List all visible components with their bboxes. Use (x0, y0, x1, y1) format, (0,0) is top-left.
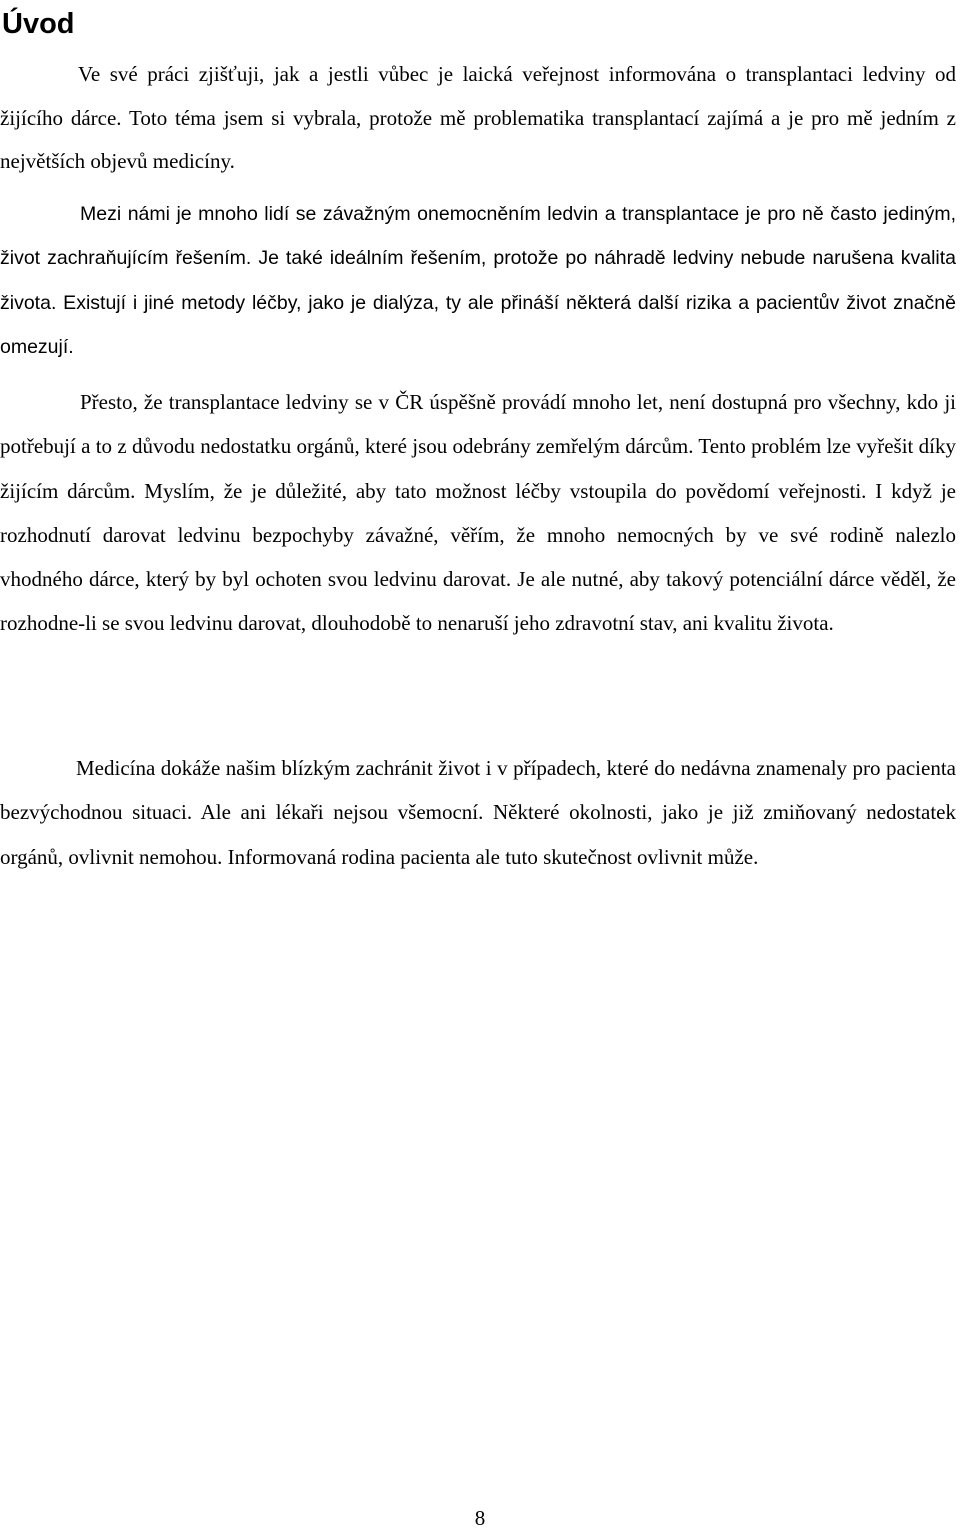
paragraph-intro: Ve své práci zjišťuji, jak a jestli vůbec je laická veřejnost informována o transplantaci ledviny od žijícího dárce. Toto téma jsem si vybrala, protože mě problematika transplantací zajímá a je pro mě jedním z největších objevů medicíny. (0, 62, 956, 173)
paragraph-kidney-disease: Mezi námi je mnoho lidí se závažným onemocněním ledvin a transplantace je pro ně často jediným, život zachraňujícím řešením. Je také ideálním řešením, protože po náhradě ledviny nebude narušena kvalita života. Existují i jiné metody léčby, jako je dialýza, ty ale přináší některá další rizika a pacientův život značně omezují. (0, 203, 956, 358)
paragraph-living-donors: Přesto, že transplantace ledviny se v ČR úspěšně provádí mnoho let, není dostupná pro všechny, kdo ji potřebují a to z důvodu nedostatku orgánů, které jsou odebrány zemřelým dárcům. Tento problém lze vyřešit díky žijícím dárcům. Myslím, že je důležité, aby tato možnost léčby vstoupila do povědomí veřejnosti. I když je rozhodnutí darovat ledvinu bezpochyby závažné, věřím, že mnoho nemocných by ve své rodině nalezlo vhodného dárce, který by byl ochoten svou ledvinu darovat. Je ale nutné, aby takový potenciální dárce věděl, že rozhodne-li se svou ledvinu darovat, dlouhodobě to nenaruší jeho zdravotní stav, ani kvalitu života. (0, 390, 956, 636)
section-heading: Úvod (2, 8, 75, 40)
paragraph-medicine: Medicína dokáže našim blízkým zachránit život i v případech, které do nedávna znamenaly pro pacienta bezvýchodnou situaci. Ale ani lékaři nejsou všemocní. Některé okolnosti, jako je již zmiňovaný nedostatek orgánů, ovlivnit nemohou. Informovaná rodina pacienta ale tuto skutečnost ovlivnit může. (0, 756, 956, 869)
page-number: 8 (474, 1506, 486, 1530)
